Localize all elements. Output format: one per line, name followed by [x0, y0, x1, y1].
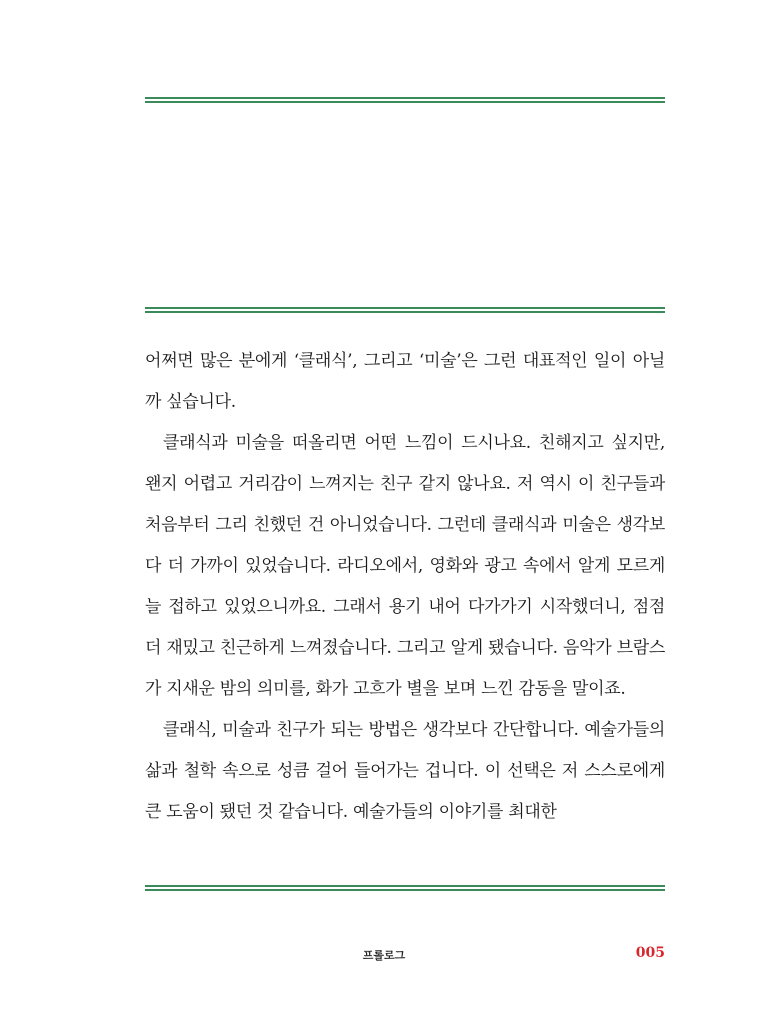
footer-section-title: 프롤로그: [362, 949, 406, 962]
paragraph-3: 클래식, 미술과 친구가 되는 방법은 생각보다 간단합니다. 예술가들의 삶과 철학 속으로 성큼 걸어 들어가는 겁니다. 이 선택은 저 스스로에게 큰 도움이 됐던 것 같습니다. 예술가들의 이야기를 최대한: [145, 720, 665, 822]
body-text: [145, 341, 665, 833]
paragraph-2: 클래식과 미술을 떠올리면 어떤 느낌이 드시나요. 친해지고 싶지만, 왠지 어렵고 거리감이 느껴지는 친구 같지 않나요. 저 역시 이 친구들과 처음부터 그리 친했던 건 아니었습니다. 그런데 클래식과 미술은 생각보다 더 가까이 있었습니다. 라디오에서, 영화와 광고 속에서 알게 모르게 늘 접하고 있었으니까요. 그래서 용기 내어 다가가기 시작했더니, 점점 더 재밌고 친근하게 느껴졌습니다. 그리고 알게 됐습니다. 음악가 브람스가 지새운 밤의 의미를, 화가 고흐가 별을 보며 느낀 감동을 말이죠.: [145, 433, 665, 699]
top-divider-rule: [145, 97, 665, 103]
page-number: 005: [635, 945, 665, 961]
paragraph-1: 어쩌면 많은 분에게 ‘클래식’, 그리고 ‘미술’은 그런 대표적인 일이 아닐까 싶습니다.: [145, 351, 665, 412]
middle-divider-rule: [145, 307, 665, 313]
bottom-divider-rule: [145, 885, 665, 891]
